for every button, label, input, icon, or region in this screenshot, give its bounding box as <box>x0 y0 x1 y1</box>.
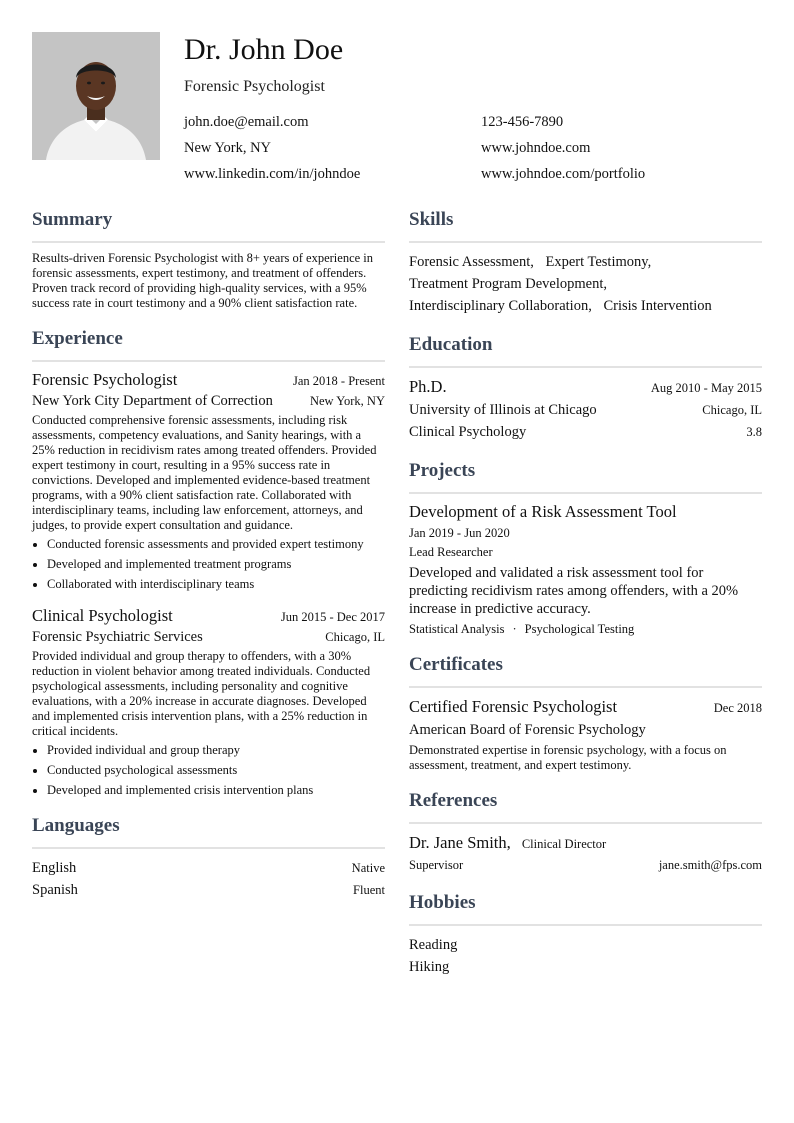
language-row <box>32 879 385 901</box>
education-section <box>409 333 762 443</box>
job-dates: Jun 2015 - Dec 2017 <box>280 610 385 624</box>
language-name: English <box>32 860 77 876</box>
skills-list <box>409 251 762 317</box>
profile-photo <box>32 32 160 160</box>
job-description: Provided individual and group therapy to offenders, with a 30% reduction in violent behavior among treated individuals. Conducted psychological assessments, including personality and cognitive evaluations, with a 20% increase in accurate diagnoses. Developed and implemented crisis intervention plans, with a 25% reduction in critical incidents. <box>32 649 371 738</box>
gpa: 3.8 <box>746 425 762 439</box>
projects-section <box>409 459 762 637</box>
project-tag: Statistical Analysis <box>409 622 505 636</box>
job-location: Chicago, IL <box>325 630 385 644</box>
skill-tag: Expert Testimony, <box>545 254 652 270</box>
school: University of Illinois at Chicago <box>409 402 597 418</box>
school-location: Chicago, IL <box>702 403 762 417</box>
certificate-date: Dec 2018 <box>713 701 762 715</box>
degree: Ph.D. <box>409 377 447 396</box>
job-description: Conducted comprehensive forensic assessments, including risk assessments, competency evaluations, and Sanity hearings, with a 25% reduction in recidivism rates among treated offenders. Provided expert testimony in court, resulting in a 95% success rate in convictions. Developed and implemented evidence-based treatment programs, with a 90% client satisfaction rate. Collaborated with interdisciplinary teams, including law enforcement, attorneys, and judges, to provide expert consultation and guidance. <box>32 413 377 532</box>
skill-tag: Crisis Intervention <box>603 298 712 314</box>
job-org: New York City Department of Correction <box>32 393 273 409</box>
reference-email[interactable]: jane.smith@fps.com <box>658 858 762 872</box>
skill-tag: Forensic Assessment, <box>409 254 534 270</box>
languages-section <box>32 814 385 901</box>
section-title: Projects <box>409 459 762 494</box>
summary-text: Results-driven Forensic Psychologist with 8+ years of experience in forensic assessments, expert testimony, and treatment of offenders. Proven track record of providing high-quality services, with a 95% success rate in court testimony and a 90% client satisfaction rate. <box>32 251 374 310</box>
section-title: Education <box>409 333 762 368</box>
section-title: Skills <box>409 208 762 243</box>
section-title: Summary <box>32 208 385 243</box>
avatar-icon <box>32 32 160 160</box>
project-name: Development of a Risk Assessment Tool <box>409 502 677 521</box>
project-dates: Jan 2019 - Jun 2020 <box>409 526 510 540</box>
section-title: References <box>409 789 762 824</box>
job-org: Forensic Psychiatric Services <box>32 629 203 645</box>
section-title: Hobbies <box>409 891 762 926</box>
email-link[interactable]: john.doe@email.com <box>184 114 309 130</box>
website-link[interactable]: www.johndoe.com <box>481 140 591 156</box>
job-role: Clinical Psychologist <box>32 606 173 625</box>
job-dates: Jan 2018 - Present <box>293 374 385 388</box>
location-text: New York, NY <box>184 140 272 156</box>
list-item: • Developed and implemented crisis intervention plans <box>47 783 385 798</box>
certificate-description: Demonstrated expertise in forensic psychology, with a focus on assessment, treatment, and expert testimony. <box>409 743 727 772</box>
experience-section <box>32 327 385 798</box>
project-tags <box>409 622 762 637</box>
skill-tag: Treatment Program Development, <box>409 276 607 292</box>
job-bullets <box>32 743 385 798</box>
resume-header <box>32 32 762 192</box>
reference-relation: Supervisor <box>409 858 464 872</box>
summary-section <box>32 208 385 311</box>
section-title: Certificates <box>409 653 762 688</box>
reference-position: Clinical Director <box>521 837 607 851</box>
candidate-title: Forensic Psychologist <box>184 78 325 95</box>
certificates-section <box>409 653 762 773</box>
skill-tag: Interdisciplinary Collaboration, <box>409 298 592 314</box>
list-item: • Collaborated with interdisciplinary teams <box>47 577 385 592</box>
reference-name: Dr. Jane Smith, <box>409 833 511 852</box>
project-description: Developed and validated a risk assessment tool for predicting recidivism rates among offenders, with a 20% increase in predictive accuracy. <box>409 565 739 617</box>
job-entry <box>32 606 385 798</box>
language-level: Fluent <box>353 883 385 897</box>
job-bullets <box>32 537 385 592</box>
project-role: Lead Researcher <box>409 545 493 559</box>
field-of-study: Clinical Psychology <box>409 424 527 440</box>
job-location: New York, NY <box>309 394 385 408</box>
list-item: • Developed and implemented treatment programs <box>47 557 385 572</box>
project-tag: Psychological Testing <box>524 622 635 636</box>
section-title: Experience <box>32 327 385 362</box>
list-item: • Conducted psychological assessments <box>47 763 385 778</box>
job-role: Forensic Psychologist <box>32 370 178 389</box>
tag-separator: · <box>512 622 517 636</box>
left-column <box>32 208 385 917</box>
list-item: • Conducted forensic assessments and provided expert testimony <box>47 537 385 552</box>
references-section <box>409 789 762 875</box>
hobbies-section <box>409 891 762 978</box>
certificate-issuer: American Board of Forensic Psychology <box>409 722 646 738</box>
language-name: Spanish <box>32 882 78 898</box>
certificate-name: Certified Forensic Psychologist <box>409 697 618 716</box>
phone-text: 123-456-7890 <box>481 114 564 130</box>
list-item: • Provided individual and group therapy <box>47 743 385 758</box>
job-entry <box>32 370 385 592</box>
skills-section <box>409 208 762 317</box>
section-title: Languages <box>32 814 385 849</box>
portfolio-link[interactable]: www.johndoe.com/portfolio <box>481 166 646 182</box>
right-column <box>409 208 762 994</box>
language-row <box>32 857 385 879</box>
linkedin-link[interactable]: www.linkedin.com/in/johndoe <box>184 166 361 182</box>
language-level: Native <box>351 861 385 875</box>
candidate-name: Dr. John Doe <box>184 33 344 66</box>
education-dates: Aug 2010 - May 2015 <box>650 381 762 395</box>
hobby-item: Reading <box>409 937 458 953</box>
hobby-item: Hiking <box>409 959 450 975</box>
resume-page <box>32 32 762 975</box>
